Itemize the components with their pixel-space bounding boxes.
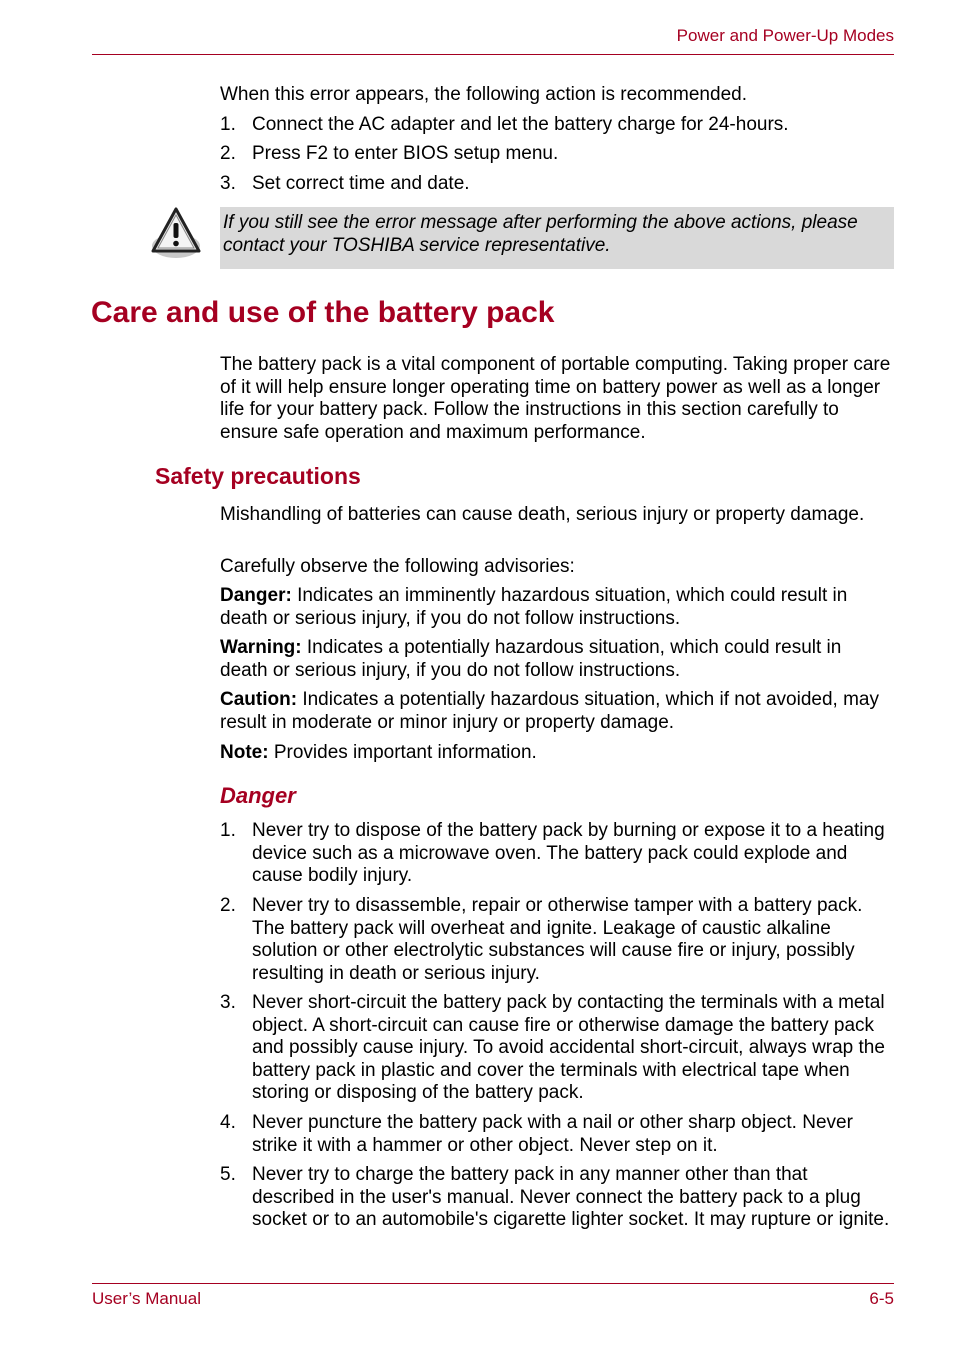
note-definition-text: Provides important information. — [268, 742, 537, 763]
footer-manual-title: User’s Manual — [92, 1289, 201, 1308]
list-text: Set correct time and date. — [252, 173, 470, 194]
list-text: Never try to disassemble, repair or otherwise tamper with a battery pack. The battery pack will overheat and ignite. Leakage of caustic alkaline solution or other electrolytic substances will cause fire or injury, possibly resulting in death or serious injury. — [252, 895, 863, 984]
page-number: 6-5 — [869, 1289, 894, 1308]
section-title: Care and use of the battery pack — [91, 296, 555, 329]
danger-heading: Danger — [220, 783, 296, 808]
note-text: If you still see the error message after performing the above actions, please contact your TOSHIBA service representative. — [223, 212, 858, 256]
list-number: 1. — [220, 114, 236, 135]
list-text: Press F2 to enter BIOS setup menu. — [252, 143, 559, 164]
caution-definition — [220, 689, 894, 734]
intro-text: When this error appears, the following action is recommended. — [220, 84, 747, 105]
running-header: Power and Power-Up Modes — [676, 26, 894, 45]
list-text: Never try to charge the battery pack in any manner other than that described in the user's manual. Never connect the battery pack to a plug socket or to an automobile's cigarette lighter socket. It may rupture or ignite. — [252, 1164, 890, 1231]
warning-definition — [220, 637, 894, 682]
danger-definition-text: Indicates an imminently hazardous situation, which could result in death or serious injury, if you do not follow instructions. — [220, 585, 848, 629]
list-number: 2. — [220, 143, 236, 164]
warning-triangle-icon — [150, 206, 202, 260]
header-rule — [92, 54, 894, 55]
note-definition — [220, 742, 894, 765]
note-box — [220, 207, 894, 269]
safety-paragraph: Mishandling of batteries can cause death, serious injury or property damage. — [220, 504, 865, 525]
list-number: 1. — [220, 820, 236, 841]
subsection-title: Safety precautions — [155, 463, 361, 489]
list-text: Never puncture the battery pack with a nail or other sharp object. Never strike it with a hammer or other object. Never step on it. — [252, 1112, 853, 1156]
list-text: Never short-circuit the battery pack by contacting the terminals with a metal object. A short-circuit can cause fire or otherwise damage the battery pack and possibly cause injury. To avoid accidental short-circuit, always wrap the battery pack in plastic and cover the terminals with electrical tape when storing or disposing of the battery pack. — [252, 992, 885, 1104]
warning-label: Warning: — [220, 637, 302, 658]
footer-rule — [92, 1283, 894, 1284]
list-number: 3. — [220, 173, 236, 194]
section-intro: The battery pack is a vital component of portable computing. Taking proper care of it will help ensure longer operating time on battery power as well as a longer life for your battery pack. Follow the instructions in this section carefully to ensure safe operation and maximum performance. — [220, 354, 891, 443]
list-number: 2. — [220, 895, 236, 916]
list-number: 4. — [220, 1112, 236, 1133]
danger-definition — [220, 585, 894, 630]
caution-label: Caution: — [220, 689, 298, 710]
safety-paragraph: Carefully observe the following advisories: — [220, 556, 575, 577]
danger-label: Danger: — [220, 585, 292, 606]
caution-definition-text: Indicates a potentially hazardous situation, which if not avoided, may result in moderate or minor injury or property damage. — [220, 689, 879, 733]
list-text: Connect the AC adapter and let the battery charge for 24-hours. — [252, 114, 789, 135]
list-text: Never try to dispose of the battery pack by burning or expose it to a heating device such as a microwave oven. The battery pack could explode and cause bodily injury. — [252, 820, 885, 887]
note-label: Note: — [220, 742, 269, 763]
list-number: 3. — [220, 992, 236, 1013]
list-number: 5. — [220, 1164, 236, 1185]
warning-definition-text: Indicates a potentially hazardous situation, which could result in death or serious injury, if you do not follow instructions. — [220, 637, 842, 681]
